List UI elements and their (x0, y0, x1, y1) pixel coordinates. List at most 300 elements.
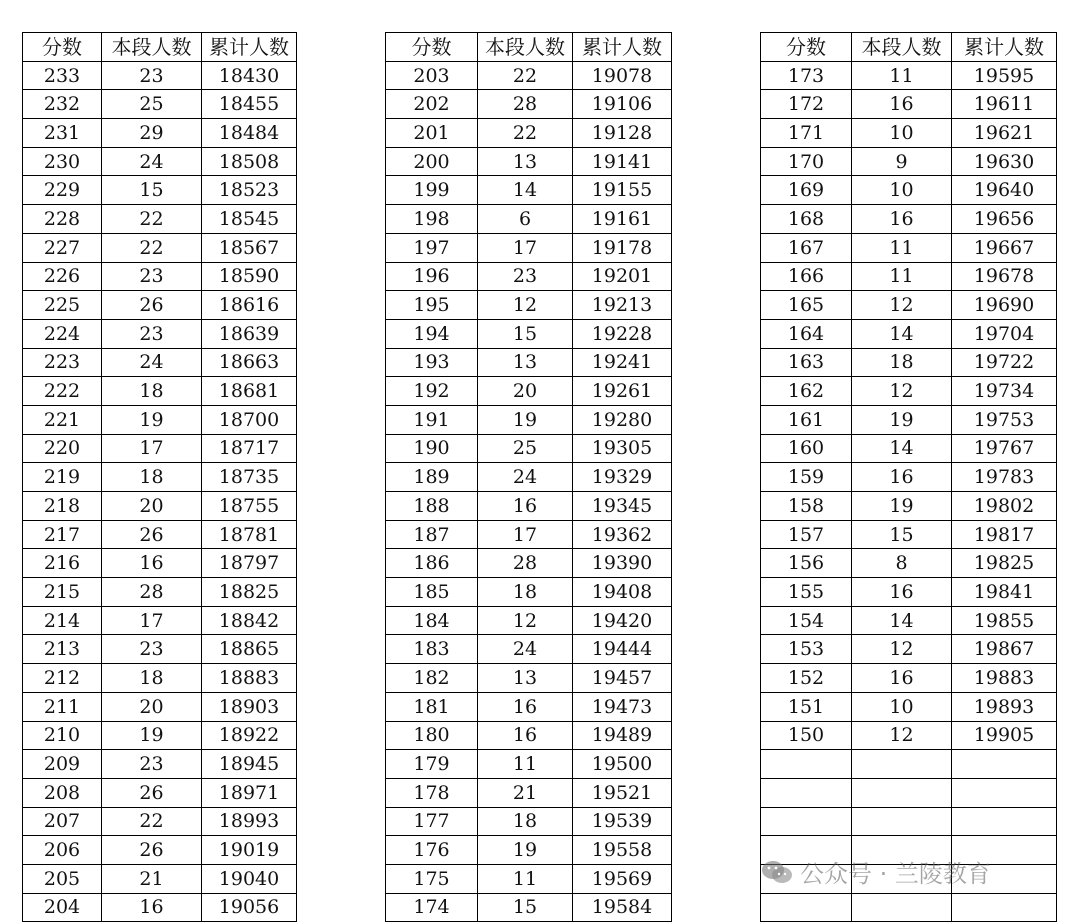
cell-segment-count: 9 (852, 147, 952, 176)
cell-score (761, 807, 852, 836)
cell-cumulative-count: 19767 (952, 434, 1057, 463)
cell-segment-count: 24 (478, 635, 573, 664)
table-row (23, 578, 297, 607)
cell-cumulative-count: 18883 (202, 664, 297, 693)
cell-score: 200 (386, 147, 478, 176)
cell-score: 210 (23, 721, 102, 750)
cell-cumulative-count: 18700 (202, 405, 297, 434)
cell-segment-count (852, 864, 952, 893)
cell-score: 154 (761, 606, 852, 635)
cell-score: 183 (386, 635, 478, 664)
table-row (386, 291, 672, 320)
table-row (23, 147, 297, 176)
cell-segment-count: 18 (102, 664, 202, 693)
cell-segment-count: 13 (478, 664, 573, 693)
cell-cumulative-count: 18567 (202, 233, 297, 262)
table-row (761, 549, 1057, 578)
cell-segment-count: 16 (852, 90, 952, 119)
table-row (386, 492, 672, 521)
cell-segment-count: 28 (102, 578, 202, 607)
table-row (761, 147, 1057, 176)
cell-score: 205 (23, 864, 102, 893)
cell-score: 169 (761, 176, 852, 205)
table-row (23, 635, 297, 664)
cell-segment-count: 28 (478, 549, 573, 578)
cell-score: 231 (23, 119, 102, 148)
cell-segment-count: 23 (102, 319, 202, 348)
header-segment-count: 本段人数 (478, 33, 573, 62)
table-row (23, 348, 297, 377)
header-score: 分数 (761, 33, 852, 62)
cell-segment-count: 10 (852, 692, 952, 721)
cell-cumulative-count (952, 778, 1057, 807)
table-row (761, 319, 1057, 348)
cell-segment-count: 23 (102, 262, 202, 291)
watermark-text: 公众号 · 兰陵教育 (800, 860, 991, 888)
cell-cumulative-count: 19106 (573, 90, 672, 119)
cell-score: 211 (23, 692, 102, 721)
cell-segment-count: 23 (478, 262, 573, 291)
cell-score: 179 (386, 750, 478, 779)
cell-segment-count: 23 (102, 61, 202, 90)
cell-segment-count: 11 (478, 750, 573, 779)
table-row (23, 119, 297, 148)
cell-cumulative-count: 18781 (202, 520, 297, 549)
cell-segment-count (852, 778, 952, 807)
table-row (386, 205, 672, 234)
cell-cumulative-count: 19734 (952, 377, 1057, 406)
cell-cumulative-count: 18616 (202, 291, 297, 320)
table-row (761, 205, 1057, 234)
cell-segment-count: 22 (102, 807, 202, 836)
cell-score: 202 (386, 90, 478, 119)
cell-cumulative-count: 19678 (952, 262, 1057, 291)
cell-score: 188 (386, 492, 478, 521)
table-row (23, 405, 297, 434)
cell-cumulative-count: 19040 (202, 864, 297, 893)
table-row (761, 606, 1057, 635)
table-row (386, 836, 672, 865)
header-row (761, 33, 1057, 62)
cell-segment-count: 20 (102, 492, 202, 521)
table-row (23, 606, 297, 635)
table-row (761, 721, 1057, 750)
cell-cumulative-count: 19390 (573, 549, 672, 578)
cell-segment-count: 13 (478, 348, 573, 377)
table-row (23, 176, 297, 205)
table-row (386, 176, 672, 205)
cell-cumulative-count: 19019 (202, 836, 297, 865)
cell-cumulative-count: 19753 (952, 405, 1057, 434)
cell-cumulative-count: 18993 (202, 807, 297, 836)
cell-score (761, 750, 852, 779)
cell-score: 161 (761, 405, 852, 434)
cell-score: 198 (386, 205, 478, 234)
cell-segment-count: 19 (478, 836, 573, 865)
table-row (761, 434, 1057, 463)
header-score: 分数 (23, 33, 102, 62)
cell-score: 215 (23, 578, 102, 607)
cell-score: 227 (23, 233, 102, 262)
cell-cumulative-count: 19444 (573, 635, 672, 664)
cell-score: 224 (23, 319, 102, 348)
cell-score (761, 893, 852, 922)
table-row (386, 778, 672, 807)
cell-score: 153 (761, 635, 852, 664)
cell-score: 214 (23, 606, 102, 635)
cell-segment-count: 21 (102, 864, 202, 893)
table-row (386, 549, 672, 578)
cell-segment-count: 14 (852, 319, 952, 348)
table-row (23, 434, 297, 463)
table-row (761, 119, 1057, 148)
header-row (23, 33, 297, 62)
header-cumulative-count: 累计人数 (952, 33, 1057, 62)
table-row (23, 319, 297, 348)
table-row (761, 750, 1057, 779)
table-row (23, 721, 297, 750)
cell-cumulative-count: 19500 (573, 750, 672, 779)
cell-segment-count: 17 (102, 434, 202, 463)
header-score: 分数 (386, 33, 478, 62)
table-row (386, 119, 672, 148)
cell-segment-count: 18 (478, 807, 573, 836)
table-row (761, 291, 1057, 320)
cell-cumulative-count: 19539 (573, 807, 672, 836)
cell-segment-count: 12 (478, 291, 573, 320)
header-cumulative-count: 累计人数 (573, 33, 672, 62)
table-row (761, 692, 1057, 721)
cell-cumulative-count: 19056 (202, 893, 297, 922)
table-row (386, 319, 672, 348)
table-row (386, 606, 672, 635)
table-row (23, 520, 297, 549)
cell-cumulative-count: 18484 (202, 119, 297, 148)
cell-segment-count: 16 (852, 205, 952, 234)
cell-score: 170 (761, 147, 852, 176)
cell-segment-count: 14 (852, 434, 952, 463)
cell-segment-count: 12 (852, 291, 952, 320)
cell-segment-count: 22 (102, 233, 202, 262)
table-row (761, 463, 1057, 492)
cell-segment-count: 16 (478, 692, 573, 721)
cell-cumulative-count: 18842 (202, 606, 297, 635)
cell-cumulative-count: 19473 (573, 692, 672, 721)
table-row (23, 549, 297, 578)
cell-score: 196 (386, 262, 478, 291)
cell-segment-count: 26 (102, 836, 202, 865)
cell-score: 184 (386, 606, 478, 635)
cell-cumulative-count: 19855 (952, 606, 1057, 635)
cell-score: 218 (23, 492, 102, 521)
table-row (761, 262, 1057, 291)
table-row (23, 807, 297, 836)
cell-score: 189 (386, 463, 478, 492)
table-row (386, 405, 672, 434)
cell-segment-count (852, 893, 952, 922)
cell-cumulative-count: 19201 (573, 262, 672, 291)
table-row (386, 692, 672, 721)
table-row (386, 434, 672, 463)
cell-segment-count (852, 807, 952, 836)
cell-cumulative-count: 18903 (202, 692, 297, 721)
cell-score: 178 (386, 778, 478, 807)
table-row (761, 90, 1057, 119)
cell-segment-count: 11 (852, 262, 952, 291)
table-row (386, 463, 672, 492)
table-row (761, 664, 1057, 693)
cell-score: 160 (761, 434, 852, 463)
table-row (23, 90, 297, 119)
cell-score: 226 (23, 262, 102, 291)
table-row (23, 893, 297, 922)
table-row (386, 893, 672, 922)
cell-segment-count (852, 750, 952, 779)
cell-score (761, 836, 852, 865)
cell-score: 191 (386, 405, 478, 434)
cell-cumulative-count: 19802 (952, 492, 1057, 521)
table-row (23, 61, 297, 90)
cell-segment-count: 12 (852, 721, 952, 750)
table-row (761, 492, 1057, 521)
cell-segment-count: 12 (852, 635, 952, 664)
cell-segment-count: 23 (102, 635, 202, 664)
cell-segment-count: 22 (478, 61, 573, 90)
cell-score: 152 (761, 664, 852, 693)
table-row (386, 807, 672, 836)
table-row (386, 750, 672, 779)
cell-score: 223 (23, 348, 102, 377)
cell-cumulative-count: 19280 (573, 405, 672, 434)
table-row (386, 664, 672, 693)
cell-cumulative-count: 18717 (202, 434, 297, 463)
cell-segment-count: 17 (478, 520, 573, 549)
cell-segment-count: 12 (478, 606, 573, 635)
cell-cumulative-count: 19704 (952, 319, 1057, 348)
cell-segment-count: 11 (852, 233, 952, 262)
table-row (386, 147, 672, 176)
table-row (761, 405, 1057, 434)
cell-score: 182 (386, 664, 478, 693)
table-row (761, 176, 1057, 205)
cell-score: 206 (23, 836, 102, 865)
cell-cumulative-count: 19667 (952, 233, 1057, 262)
cell-score: 208 (23, 778, 102, 807)
cell-segment-count: 16 (852, 463, 952, 492)
cell-cumulative-count: 19457 (573, 664, 672, 693)
score-table-3 (760, 32, 1057, 922)
cell-score: 163 (761, 348, 852, 377)
cell-segment-count: 6 (478, 205, 573, 234)
cell-cumulative-count (952, 807, 1057, 836)
table-row (23, 664, 297, 693)
table-row (386, 377, 672, 406)
cell-segment-count: 26 (102, 520, 202, 549)
cell-cumulative-count: 18508 (202, 147, 297, 176)
cell-score: 177 (386, 807, 478, 836)
cell-score: 221 (23, 405, 102, 434)
cell-segment-count: 29 (102, 119, 202, 148)
table-row (23, 492, 297, 521)
table-row (386, 90, 672, 119)
header-segment-count: 本段人数 (102, 33, 202, 62)
cell-segment-count: 16 (102, 549, 202, 578)
cell-segment-count: 18 (102, 377, 202, 406)
table-row (386, 635, 672, 664)
cell-score: 233 (23, 61, 102, 90)
table-row (761, 520, 1057, 549)
cell-cumulative-count: 18945 (202, 750, 297, 779)
cell-segment-count: 18 (478, 578, 573, 607)
cell-segment-count: 16 (478, 721, 573, 750)
cell-cumulative-count: 19595 (952, 61, 1057, 90)
cell-score: 195 (386, 291, 478, 320)
table-row (386, 233, 672, 262)
cell-segment-count: 15 (478, 319, 573, 348)
cell-segment-count: 19 (852, 405, 952, 434)
cell-cumulative-count: 19261 (573, 377, 672, 406)
cell-score: 192 (386, 377, 478, 406)
cell-segment-count: 15 (478, 893, 573, 922)
cell-score: 203 (386, 61, 478, 90)
table-row (761, 864, 1057, 893)
cell-segment-count: 26 (102, 291, 202, 320)
cell-cumulative-count: 18755 (202, 492, 297, 521)
cell-segment-count: 17 (478, 233, 573, 262)
cell-score: 174 (386, 893, 478, 922)
cell-segment-count: 18 (852, 348, 952, 377)
cell-score: 217 (23, 520, 102, 549)
table-row (23, 778, 297, 807)
cell-cumulative-count: 18971 (202, 778, 297, 807)
cell-score: 171 (761, 119, 852, 148)
table-row (23, 750, 297, 779)
cell-cumulative-count: 19228 (573, 319, 672, 348)
cell-cumulative-count: 19656 (952, 205, 1057, 234)
cell-score: 151 (761, 692, 852, 721)
table-row (386, 721, 672, 750)
cell-score: 199 (386, 176, 478, 205)
cell-score: 157 (761, 520, 852, 549)
table-row (23, 291, 297, 320)
cell-segment-count: 19 (478, 405, 573, 434)
score-table-1 (22, 32, 297, 922)
cell-segment-count: 20 (102, 692, 202, 721)
table-row (23, 262, 297, 291)
cell-segment-count: 10 (852, 119, 952, 148)
cell-score: 164 (761, 319, 852, 348)
cell-cumulative-count: 18663 (202, 348, 297, 377)
cell-cumulative-count: 18639 (202, 319, 297, 348)
header-segment-count: 本段人数 (852, 33, 952, 62)
table-row (761, 893, 1057, 922)
table-row (23, 463, 297, 492)
cell-score: 165 (761, 291, 852, 320)
table-row (761, 61, 1057, 90)
cell-segment-count: 23 (102, 750, 202, 779)
table-row (386, 61, 672, 90)
cell-cumulative-count: 19408 (573, 578, 672, 607)
cell-segment-count: 15 (852, 520, 952, 549)
cell-segment-count: 16 (478, 492, 573, 521)
cell-segment-count: 16 (852, 664, 952, 693)
cell-score: 155 (761, 578, 852, 607)
cell-segment-count: 13 (478, 147, 573, 176)
cell-segment-count: 11 (478, 864, 573, 893)
cell-cumulative-count: 18735 (202, 463, 297, 492)
table-row (386, 348, 672, 377)
cell-cumulative-count: 19521 (573, 778, 672, 807)
cell-cumulative-count: 19893 (952, 692, 1057, 721)
cell-cumulative-count (952, 836, 1057, 865)
cell-score: 212 (23, 664, 102, 693)
cell-score: 180 (386, 721, 478, 750)
cell-segment-count: 24 (102, 147, 202, 176)
table-row (23, 205, 297, 234)
cell-cumulative-count: 19155 (573, 176, 672, 205)
cell-score: 173 (761, 61, 852, 90)
cell-segment-count: 19 (102, 405, 202, 434)
cell-cumulative-count (952, 893, 1057, 922)
cell-segment-count: 14 (478, 176, 573, 205)
cell-segment-count: 28 (478, 90, 573, 119)
table-row (386, 864, 672, 893)
cell-cumulative-count: 19883 (952, 664, 1057, 693)
cell-cumulative-count (952, 864, 1057, 893)
cell-cumulative-count: 19817 (952, 520, 1057, 549)
cell-score: 187 (386, 520, 478, 549)
header-row (386, 33, 672, 62)
cell-score: 216 (23, 549, 102, 578)
table-row (761, 635, 1057, 664)
table-row (761, 377, 1057, 406)
cell-cumulative-count: 18681 (202, 377, 297, 406)
header-cumulative-count: 累计人数 (202, 33, 297, 62)
cell-cumulative-count: 19690 (952, 291, 1057, 320)
cell-score: 159 (761, 463, 852, 492)
cell-segment-count: 10 (852, 176, 952, 205)
cell-score: 162 (761, 377, 852, 406)
cell-cumulative-count: 19078 (573, 61, 672, 90)
cell-segment-count: 18 (102, 463, 202, 492)
cell-cumulative-count: 19621 (952, 119, 1057, 148)
cell-segment-count: 11 (852, 61, 952, 90)
cell-segment-count: 21 (478, 778, 573, 807)
cell-cumulative-count: 19722 (952, 348, 1057, 377)
cell-score: 181 (386, 692, 478, 721)
cell-score: 175 (386, 864, 478, 893)
cell-score: 168 (761, 205, 852, 234)
cell-score: 204 (23, 893, 102, 922)
cell-score: 186 (386, 549, 478, 578)
cell-score: 193 (386, 348, 478, 377)
table-row (23, 836, 297, 865)
cell-cumulative-count: 19841 (952, 578, 1057, 607)
cell-cumulative-count: 19141 (573, 147, 672, 176)
cell-score (761, 864, 852, 893)
cell-score: 201 (386, 119, 478, 148)
table-row (23, 692, 297, 721)
cell-cumulative-count: 18455 (202, 90, 297, 119)
cell-score: 156 (761, 549, 852, 578)
cell-cumulative-count: 19345 (573, 492, 672, 521)
cell-cumulative-count: 18430 (202, 61, 297, 90)
cell-cumulative-count: 19825 (952, 549, 1057, 578)
cell-cumulative-count: 19630 (952, 147, 1057, 176)
cell-score: 209 (23, 750, 102, 779)
table-row (23, 377, 297, 406)
cell-score: 176 (386, 836, 478, 865)
